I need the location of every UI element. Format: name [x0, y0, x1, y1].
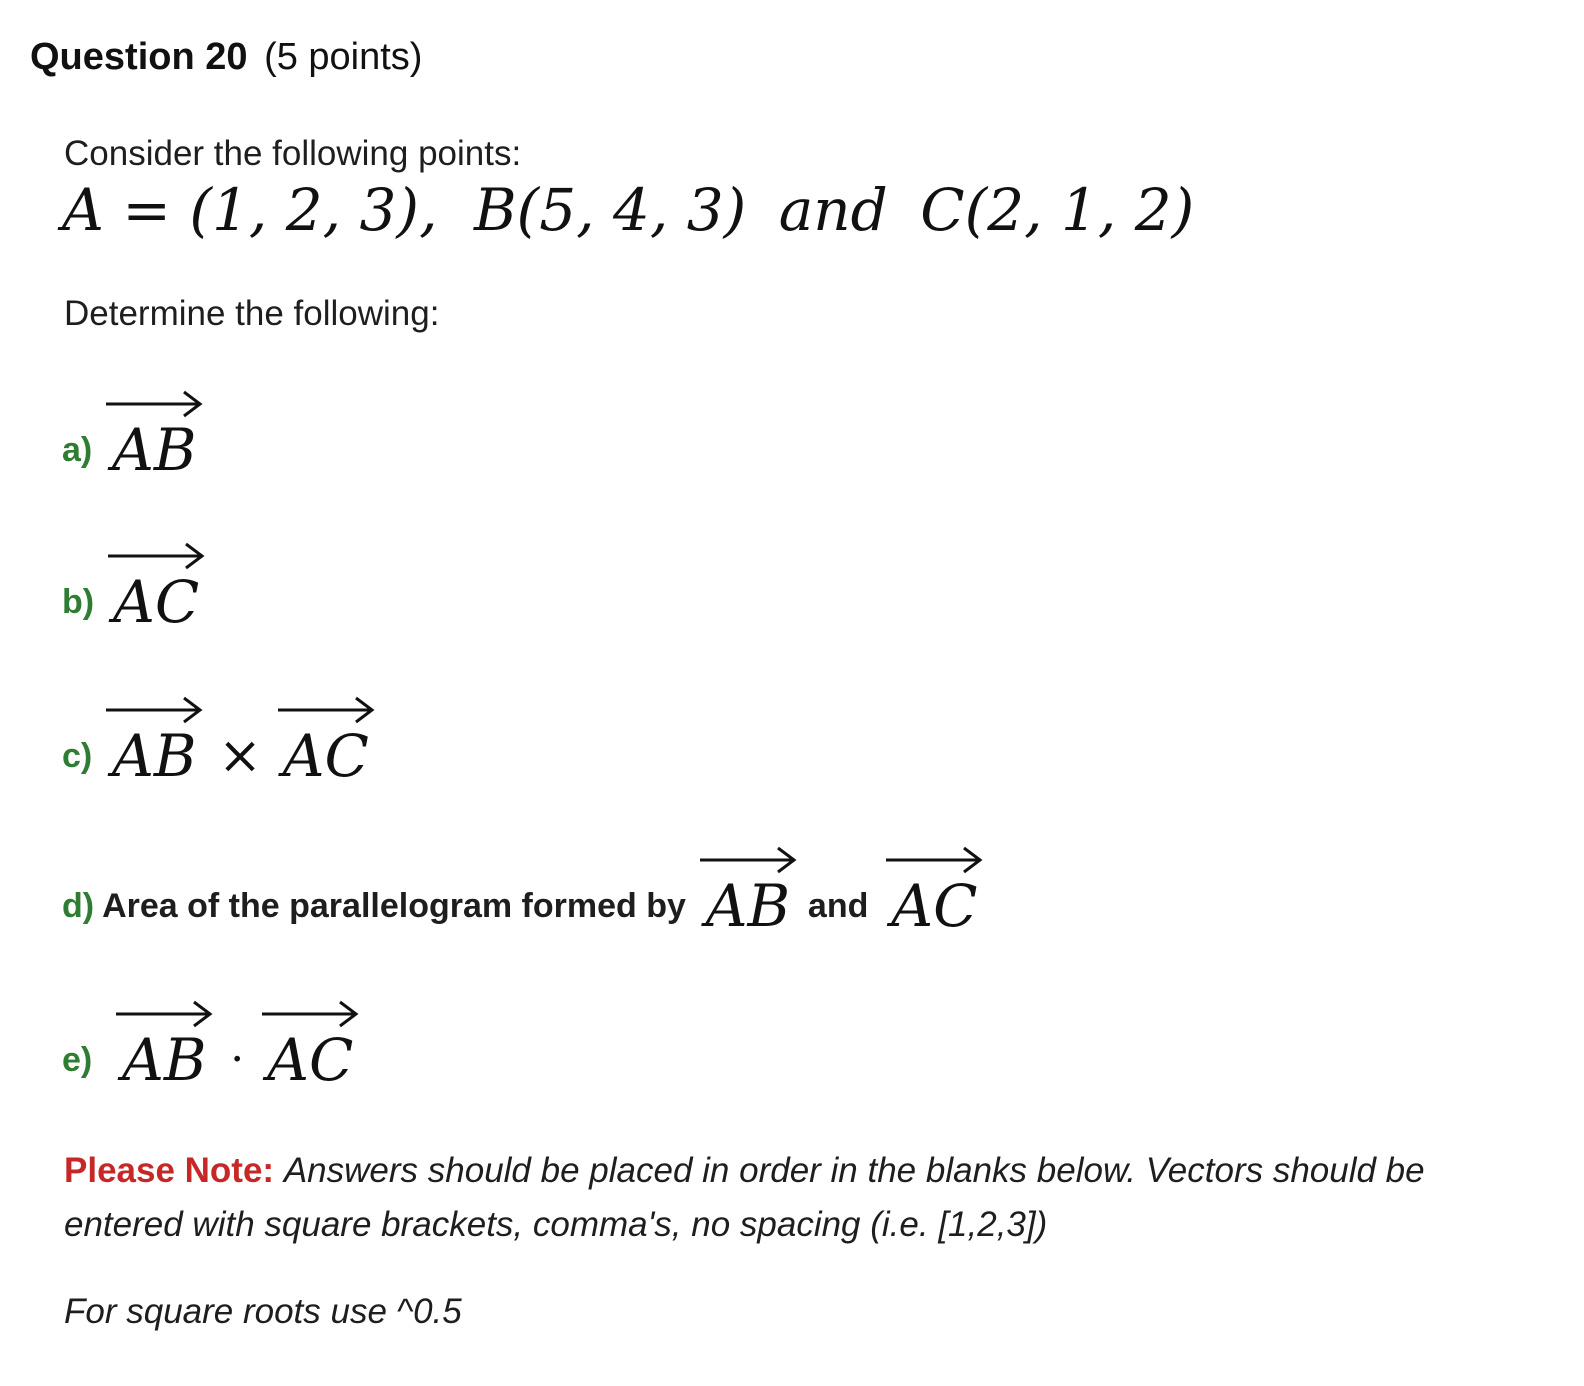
points-definition [62, 176, 1194, 244]
vector-ac [884, 840, 984, 940]
part-a-label: a) [62, 431, 93, 469]
vector-ab-label: AB [111, 722, 197, 790]
vector-ac [276, 690, 376, 790]
part-d-conjunction: and [807, 887, 869, 925]
part-a [62, 384, 204, 484]
vector-arrow-icon [114, 994, 214, 1030]
vector-arrow-icon [698, 840, 798, 876]
vector-ac-label: AC [282, 722, 369, 790]
part-e [62, 994, 360, 1094]
vector-ac [260, 994, 360, 1094]
part-b [62, 536, 206, 636]
vector-ab [104, 690, 204, 790]
part-c [62, 690, 376, 790]
vector-ab [698, 840, 798, 940]
question-points: (5 points) [264, 36, 423, 78]
vector-ab-label: AB [705, 872, 791, 940]
dot-product-operator: · [230, 1034, 245, 1085]
vector-arrow-icon [106, 536, 206, 572]
vector-arrow-icon [104, 384, 204, 420]
points-conjunction: and [778, 176, 888, 244]
part-d-label: d) [62, 887, 95, 925]
part-c-label: c) [62, 737, 93, 775]
vector-ab [104, 384, 204, 484]
part-d-text: Area of the parallelogram formed by [102, 887, 686, 925]
vector-ac-label: AC [267, 1026, 354, 1094]
point-a-definition: A = (1, 2, 3), [62, 176, 438, 244]
note-label: Please Note: [64, 1151, 275, 1190]
vector-ab-label: AB [111, 416, 197, 484]
vector-ac-label: AC [891, 872, 978, 940]
vector-arrow-icon [260, 994, 360, 1030]
question-header [30, 36, 422, 79]
part-d [62, 840, 984, 940]
intro-text: Consider the following points: [64, 134, 522, 173]
part-e-label: e) [62, 1041, 93, 1079]
vector-ac [106, 536, 206, 636]
note-body: Answers should be placed in order in the blanks below. Vectors should be entered with square brackets, comma's, no spacing (i.e. [1,2,3]) [64, 1151, 1425, 1244]
vector-arrow-icon [276, 690, 376, 726]
vector-ac-label: AC [112, 568, 200, 636]
question-title: Question 20 [30, 36, 248, 78]
point-b-definition: B(5, 4, 3) [473, 176, 747, 244]
determine-text: Determine the following: [64, 294, 440, 333]
answer-note [64, 1144, 1524, 1252]
vector-ab-label: AB [121, 1026, 207, 1094]
cross-product-operator: × [218, 726, 262, 786]
part-b-label: b) [62, 583, 95, 621]
vector-arrow-icon [884, 840, 984, 876]
point-c-definition: C(2, 1, 2) [920, 176, 1195, 244]
vector-ab [114, 994, 214, 1094]
vector-arrow-icon [104, 690, 204, 726]
square-root-note: For square roots use ^0.5 [64, 1292, 462, 1331]
